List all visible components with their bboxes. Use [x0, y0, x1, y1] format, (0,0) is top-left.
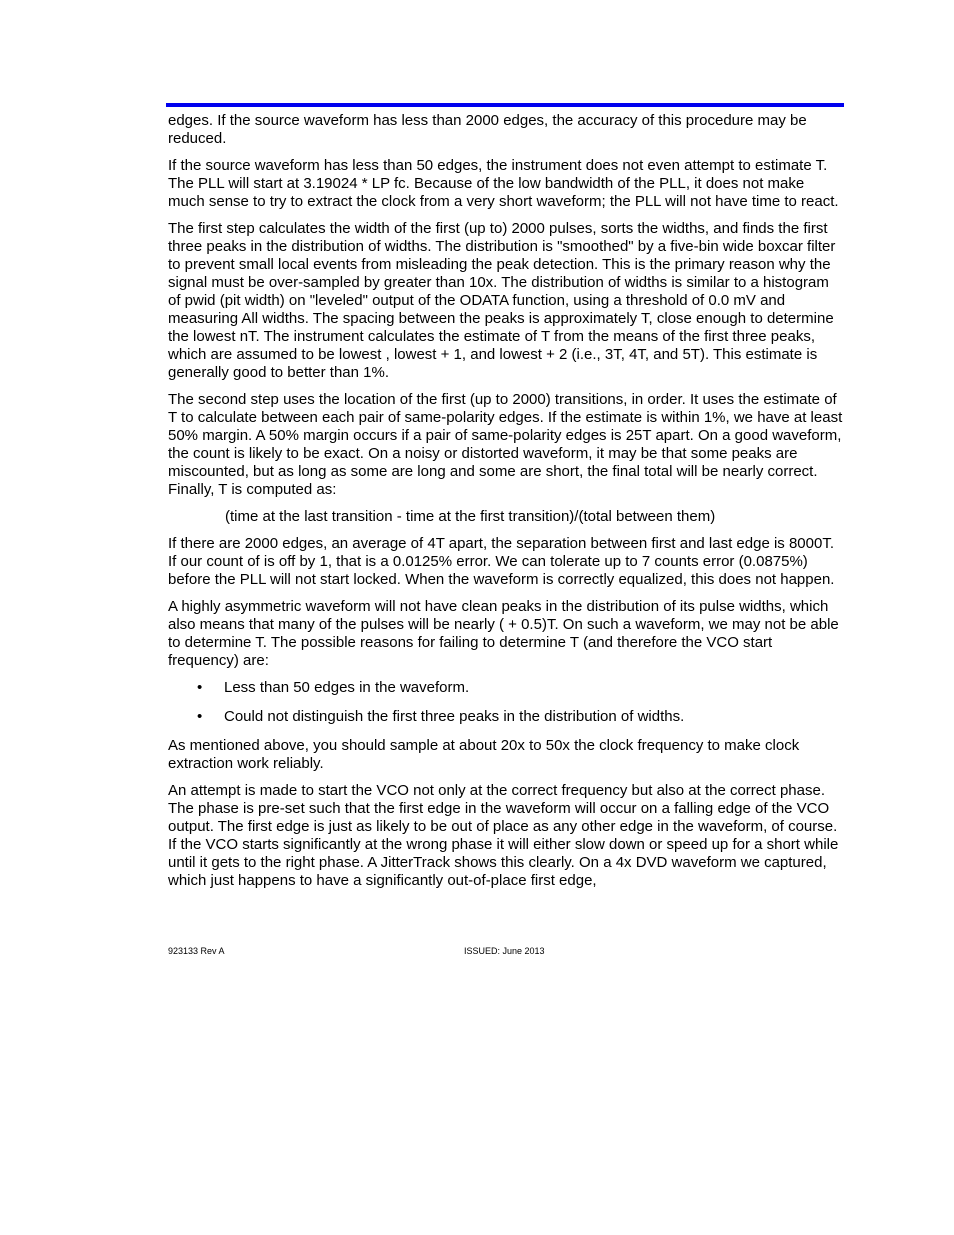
paragraph-error-tolerance: If there are 2000 edges, an average of 4T apart, the separation between first and last edge is 8000T. If our count of is off by 1, that is a 0.0125% error. We can tolerate up to 7 counts error (0.0875%) before the PLL will not start locked. When the waveform is correctly equalized, this does not happen.	[168, 535, 835, 588]
bullet-icon: •	[197, 708, 203, 725]
failure-reasons-list	[168, 679, 844, 726]
formula-line: (time at the last transition - time at the first transition)/(total between them)	[225, 508, 716, 525]
paragraph-asymmetric-waveform: A highly asymmetric waveform will not have clean peaks in the distribution of its pulse widths, which also means that many of the pulses will be nearly ( + 0.5)T. On such a waveform, we may not be able to determine T. The possible reasons for failing to determine T (and therefore the VCO start frequency) are:	[168, 598, 839, 669]
bullet-icon: •	[197, 679, 203, 696]
paragraph-min-edges: If the source waveform has less than 50 edges, the instrument does not even attempt to estimate T. The PLL will start at 3.19024 * LP fc. Because of the low bandwidth of the PLL, it does not make much sense to try to extract the clock from a very short waveform; the PLL will not have time to react.	[168, 157, 839, 210]
footer-issued-date: ISSUED: June 2013	[464, 946, 545, 956]
paragraph-continuation: edges. If the source waveform has less than 2000 edges, the accuracy of this procedure may be reduced.	[168, 112, 807, 147]
header-rule	[166, 103, 844, 107]
paragraph-vco-phase: An attempt is made to start the VCO not only at the correct frequency but also at the correct phase. The phase is pre-set such that the first edge in the waveform will occur on a falling edge of the VCO output. The first edge is just as likely to be out of place as any other edge in the waveform, of course. If the VCO starts significantly at the wrong phase it will either slow down or speed up for a short while until it gets to the right phase. A JitterTrack shows this clearly. On a 4x DVD waveform we captured, which just happens to have a significantly out-of-place first edge,	[168, 782, 839, 889]
list-item-text: Less than 50 edges in the waveform.	[224, 679, 470, 696]
paragraph-sampling-advice: As mentioned above, you should sample at about 20x to 50x the clock frequency to make clock extraction work reliably.	[168, 737, 800, 772]
footer-doc-number: 923133 Rev A	[168, 946, 225, 956]
list-item	[168, 708, 844, 726]
paragraph-second-step: The second step uses the location of the first (up to 2000) transitions, in order. It uses the estimate of T to calculate between each pair of same-polarity edges. If the estimate is within 1%, we have at least 50% margin. A 50% margin occurs if a pair of same-polarity edges is 25T apart. On a good waveform, the count is likely to be exact. On a noisy or distorted waveform, it may be that some peaks are miscounted, but as long as some are long and some are short, the final total will be nearly correct. Finally, T is computed as:	[168, 391, 843, 498]
list-item-text: Could not distinguish the first three peaks in the distribution of widths.	[224, 708, 685, 725]
list-item	[168, 679, 844, 697]
page-body	[168, 112, 844, 899]
paragraph-first-step: The first step calculates the width of the first (up to) 2000 pulses, sorts the widths, and finds the first three peaks in the distribution of widths. The distribution is "smoothed" by a five-bin wide boxcar filter to prevent small local events from misleading the peak detection. This is the primary reason why the signal must be over-sampled by greater than 10x. The distribution of widths is similar to a histogram of pwid (pit width) on "leveled" output of the ODATA function, using a threshold of 0.0 mV and measuring All widths. The spacing between the peaks is approximately T, close enough to determine the lowest nT. The instrument calculates the estimate of T from the means of the first three peaks, which are assumed to be lowest , lowest + 1, and lowest + 2 (i.e., 3T, 4T, and 5T). This estimate is generally good to better than 1%.	[168, 220, 836, 381]
